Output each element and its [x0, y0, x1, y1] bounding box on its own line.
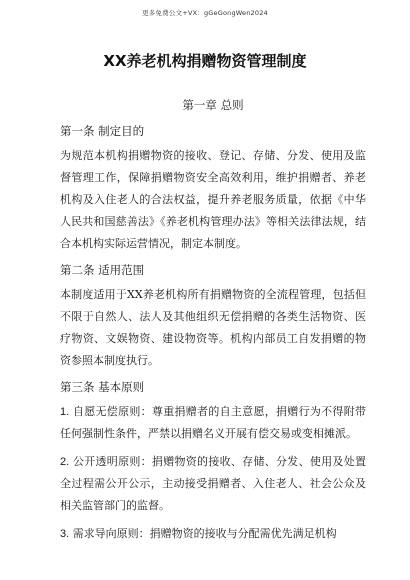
section-heading: 第二条 适用范围	[60, 263, 145, 277]
section-scope	[60, 261, 366, 372]
document-body	[60, 96, 366, 551]
principle-item	[60, 451, 366, 517]
section-purpose	[60, 122, 366, 255]
document-title: XX养老机构捐赠物资管理制度	[103, 52, 307, 70]
chapter-heading: 第一章 总则	[182, 98, 244, 112]
section-paragraph: 为规范本机构捐赠物资的接收、登记、存储、分发、使用及监督管理工作，保障捐赠物资安全高效利用，维护捐赠者、养老机构及入住老人的合法权益，提升养老服务质量，依据《中华人民共和国慈善法》《养老机构管理办法》等相关法律法规，结合本机构实际运营情况，制定本制度。	[60, 149, 366, 250]
section-heading: 第一条 制定目的	[60, 124, 145, 138]
section-paragraph: 本制度适用于XX养老机构所有捐赠物资的全流程管理，包括但不限于自然人、法人及其他组织无偿捐赠的各类生活物资、医疗物资、文娱物资、建设物资等。机构内部员工自发捐赠的物资参照本制度执行。	[60, 288, 366, 367]
section-heading: 第三条 基本原则	[60, 380, 145, 394]
section-principles	[60, 378, 366, 545]
principle-item	[60, 401, 366, 445]
item-number: 2.	[60, 456, 70, 468]
header-note: 更多免费公文+VX：gGeGongWen2024	[142, 9, 268, 17]
item-text: 自愿无偿原则：尊重捐赠者的自主意愿，捐赠行为不得附带任何强制性条件，严禁以捐赠名义开展有偿交易或变相摊派。	[60, 405, 366, 440]
item-text: 需求导向原则：捐赠物资的接收与分配需优先满足机构	[72, 527, 337, 540]
item-number: 3.	[60, 528, 70, 540]
item-number: 1.	[60, 406, 70, 418]
principle-item	[60, 523, 366, 545]
item-text: 公开透明原则：捐赠物资的接收、存储、分发、使用及处置全过程需公开公示，主动接受捐赠者、入住老人、社会公众及相关监管部门的监督。	[60, 455, 366, 512]
